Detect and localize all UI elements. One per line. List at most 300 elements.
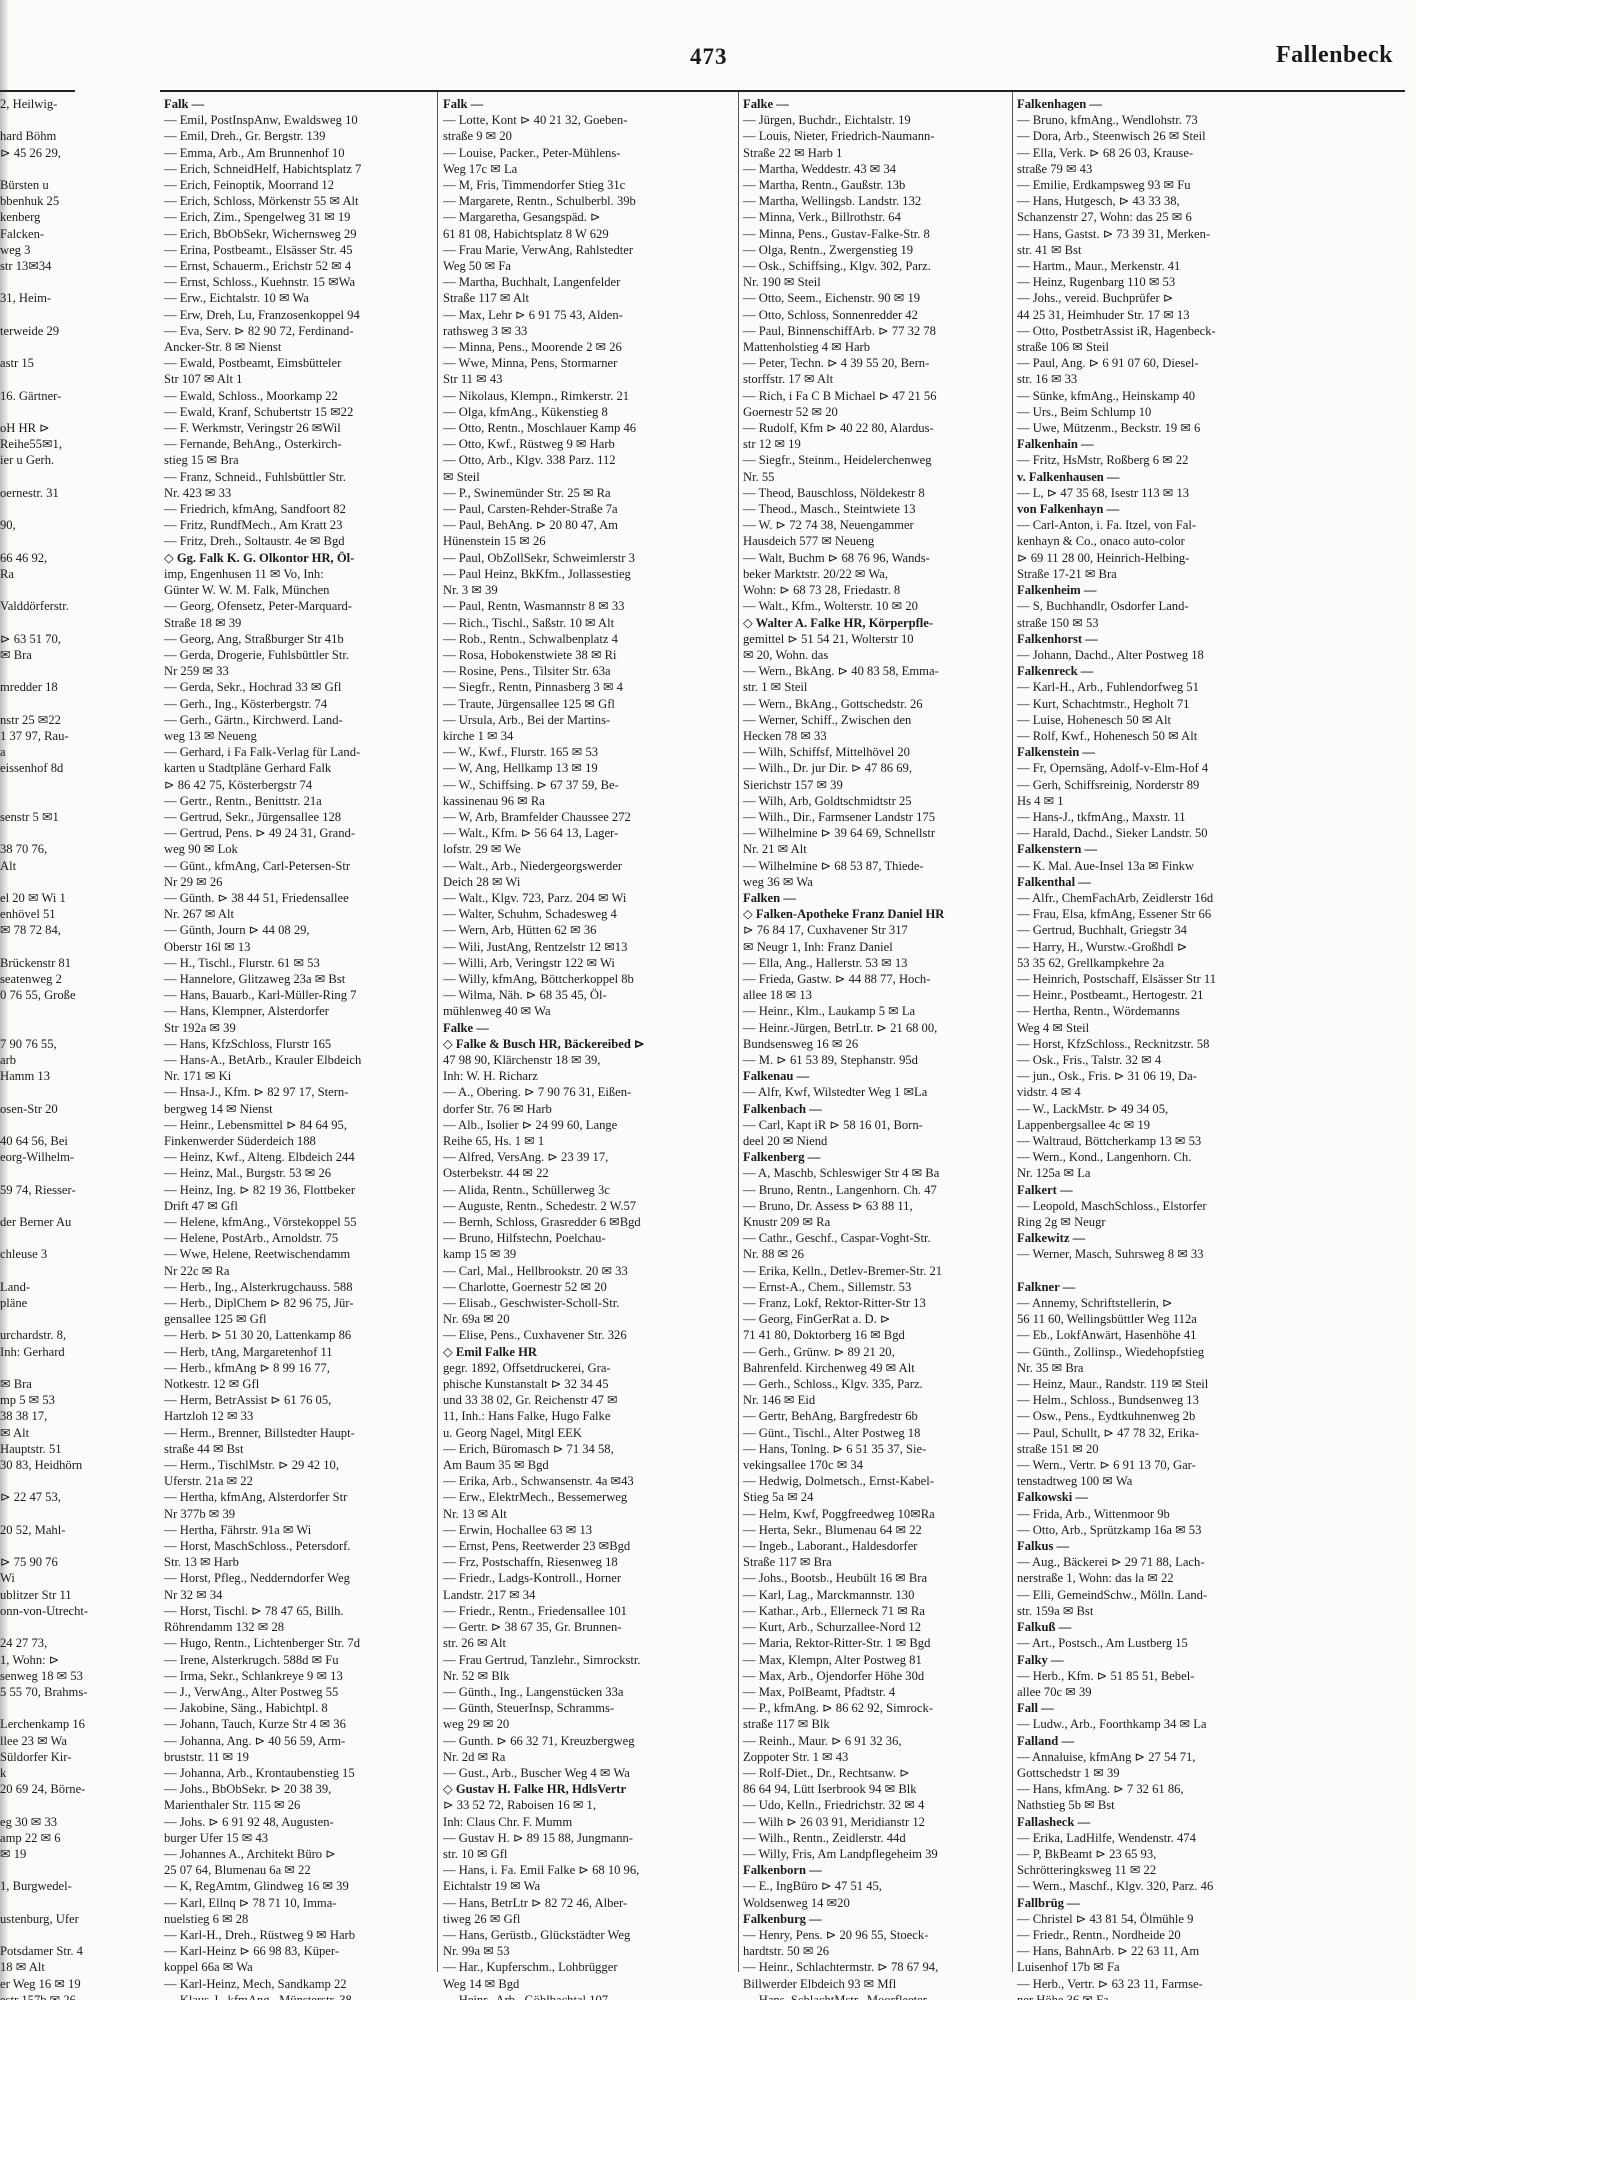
directory-entry-line: senstr 5 ✉1 [0, 809, 59, 824]
directory-entry-line: seatenweg 2 [0, 971, 62, 986]
blank-line [1017, 1263, 1307, 1279]
directory-entry-line: imp, Engenhusen 11 ✉ Vo, Inh: [164, 566, 324, 581]
blank-line [0, 274, 72, 290]
directory-entry-line: Falke — [443, 1020, 489, 1035]
directory-entry-line: Uferstr. 21a ✉ 22 [164, 1474, 253, 1489]
directory-entry-line: — Werner, Masch, Suhrsweg 8 ✉ 33 [1017, 1247, 1204, 1262]
directory-entry-line: — Fritz, HsMstr, Roßberg 6 ✉ 22 [1017, 453, 1189, 468]
directory-entry-line: — Harald, Dachd., Sieker Landstr. 50 [1017, 826, 1208, 841]
directory-entry-line: burger Ufer 15 ✉ 43 [164, 1830, 269, 1845]
directory-entry-line: — Heinr., Lebensmittel ⊳ 84 64 95, [164, 1117, 347, 1132]
directory-entry-line: Falkert — [1017, 1182, 1073, 1197]
directory-entry-line: ⊳ 45 26 29, [0, 145, 61, 160]
directory-entry-line: — Gertrud, Buchhalt, Griegstr 34 [1017, 923, 1187, 938]
directory-entry-line: Fall — [1017, 1701, 1054, 1716]
directory-entry-line: — Johs., BbObSekr. ⊳ 20 38 39, [164, 1782, 332, 1797]
directory-entry-line: Falkner — [1017, 1279, 1076, 1294]
directory-entry-line: — Gertrud, Pens. ⊳ 49 24 31, Grand- [164, 826, 356, 841]
directory-entry-line: Hs 4 ✉ 1 [1017, 793, 1064, 808]
blank-line [0, 1700, 72, 1716]
directory-entry-line: — Wilhelmine ⊳ 39 64 69, Schnellstr [743, 826, 936, 841]
directory-entry-line: ◇ Walter A. Falke HR, Körperpfle- [743, 615, 934, 630]
directory-entry-line: — Wilh., Dir., Farmsener Landstr 175 [743, 809, 935, 824]
directory-entry-line: 7 90 76 55, [0, 1036, 57, 1051]
directory-entry-line: — Walt., Klgv. 723, Parz. 204 ✉ Wi [443, 890, 627, 905]
column-1 [164, 96, 432, 1991]
directory-entry-line: Sierichstr 157 ✉ 39 [743, 777, 843, 792]
directory-entry-line: Str 192a ✉ 39 [164, 1020, 236, 1035]
directory-entry-line: 38 38 17, [0, 1409, 48, 1424]
directory-entry-line: — Horst, KfzSchloss., Recknitzstr. 58 [1017, 1036, 1210, 1051]
directory-entry-line: Land- [0, 1279, 31, 1294]
directory-entry-line: — Hannelore, Glitzaweg 23a ✉ Bst [164, 971, 346, 986]
directory-entry-line: — Frau, Elsa, kfmAng, Essener Str 66 [1017, 907, 1212, 922]
directory-entry-line: Falkenborn — [743, 1863, 822, 1878]
directory-entry-line: — Franz, Schneid., Fuhlsbüttler Str. [164, 469, 346, 484]
directory-entry-line: — Louise, Packer., Peter-Mühlens- [443, 145, 621, 160]
directory-entry-line: — Herm, BetrAssist ⊳ 61 76 05, [164, 1393, 332, 1408]
directory-entry-line: — Kurt, Arb., Schurzallee-Nord 12 [743, 1620, 922, 1635]
directory-entry-line: ✉ 20, Wohn. das [743, 647, 829, 662]
directory-entry-line: er Weg 16 ✉ 19 [0, 1976, 81, 1991]
directory-entry-line: — Alfr., ChemFachArb, Zeidlerstr 16d [1017, 890, 1214, 905]
directory-entry-line: ◇ Gustav H. Falke HR, HdlsVertr [443, 1782, 627, 1797]
directory-entry-line: — Hans, Gerüstb., Glückstädter Weg [443, 1927, 631, 1942]
directory-entry-line: Falk — [164, 97, 205, 111]
directory-entry-line: — Paul, Schullt, ⊳ 47 78 32, Erika- [1017, 1425, 1199, 1440]
directory-entry-line: — Harry, H., Wurstw.-Großhdl ⊳ [1017, 939, 1188, 954]
directory-entry-line: Schrötteringksweg 11 ✉ 22 [1017, 1863, 1157, 1878]
directory-entry-line: 16. Gärtner- [0, 388, 62, 403]
directory-entry-line: — Eva, Serv. ⊳ 82 90 72, Ferdinand- [164, 323, 354, 338]
directory-entry-line: — Alb., Isolier ⊳ 24 99 60, Lange [443, 1117, 618, 1132]
directory-entry-line: — Martha, Weddestr. 43 ✉ 34 [743, 161, 897, 176]
directory-entry-line: phische Kunstanstalt ⊳ 32 34 45 [443, 1377, 609, 1392]
directory-entry-line: — Ewald, Kranf, Schubertstr 15 ✉22 [164, 404, 354, 419]
directory-entry-line: — Martha, Rentn., Gaußstr. 13b [743, 178, 906, 193]
directory-entry-line: karten u Stadtpläne Gerhard Falk [164, 761, 332, 776]
directory-entry-line: — Wili, JustAng, Rentzelstr 12 ✉13 [443, 939, 628, 954]
directory-entry-line: Nr. 3 ✉ 39 [443, 583, 498, 598]
directory-entry-line: — Paul Heinz, BkKfm., Jollassestieg [443, 566, 631, 581]
blank-line [0, 1084, 72, 1100]
directory-entry-line: — Erw., Eichtalstr. 10 ✉ Wa [164, 291, 309, 306]
directory-entry-line: — Frau Marie, VerwAng, Rahlstedter [443, 242, 634, 257]
directory-entry-line: onn-von-Utrecht- [0, 1603, 89, 1618]
directory-entry-line: Falland — [1017, 1733, 1075, 1748]
directory-entry-line: — Uwe, Mützenm., Beckstr. 19 ✉ 6 [1017, 421, 1201, 436]
directory-entry-line: 71 41 80, Doktorberg 16 ✉ Bgd [743, 1328, 905, 1343]
directory-entry-line: straße 79 ✉ 43 [1017, 161, 1093, 176]
directory-entry-line: — S, Buchhandlr, Osdorfer Land- [1017, 599, 1189, 614]
directory-entry-line: und 33 38 02, Gr. Reichenstr 47 ✉ [443, 1393, 618, 1408]
directory-entry-line: — Max, Lehr ⊳ 6 91 75 43, Alden- [443, 307, 623, 322]
directory-entry-line: — Ella, Verk. ⊳ 68 26 03, Krause- [1017, 145, 1194, 160]
directory-entry-line: — Irene, Alsterkrugch. 588d ✉ Fu [164, 1652, 339, 1667]
directory-entry-line: — Erw, Dreh, Lu, Franzosenkoppel 94 [164, 307, 360, 322]
directory-entry-line: — Heinz, Mal., Burgstr. 53 ✉ 26 [164, 1166, 332, 1181]
directory-entry-line: — Max, Klempn, Alter Postweg 81 [743, 1652, 922, 1667]
directory-entry-line: — Reinh., Maur. ⊳ 6 91 32 36, [743, 1733, 902, 1748]
directory-entry-line: — Helm, Kwf, Poggfreedweg 10✉Ra [743, 1506, 935, 1521]
directory-entry-line: — A, Maschb, Schleswiger Str 4 ✉ Ba [743, 1166, 940, 1181]
directory-entry-line: Oberstr 16l ✉ 13 [164, 939, 251, 954]
directory-entry-line: — Karl-Heinz ⊳ 66 98 83, Küper- [164, 1944, 340, 1959]
directory-entry-line: Nathstieg 5b ✉ Bst [1017, 1798, 1115, 1813]
directory-entry-line: 53 35 62, Grellkampkehre 2a [1017, 955, 1165, 970]
directory-entry-line: — Martha, Wellingsb. Landstr. 132 [743, 194, 922, 209]
column-2 [443, 96, 731, 1991]
directory-entry-line: — Henry, Pens. ⊳ 20 96 55, Stoeck- [743, 1927, 929, 1942]
directory-entry-line: — Johanna, Ang. ⊳ 40 56 59, Arm- [164, 1733, 346, 1748]
directory-entry-line: — Wwe, Minna, Pens, Stormarner [443, 356, 618, 371]
directory-entry-line: — Waltraud, Böttcherkamp 13 ✉ 53 [1017, 1134, 1202, 1148]
directory-entry-line: — Annaluise, kfmAng ⊳ 27 54 71, [1017, 1749, 1196, 1764]
directory-entry-line: — Gerh., Grünw. ⊳ 89 21 20, [743, 1344, 895, 1359]
directory-entry-line: — Georg, FinGerRat a. D. ⊳ [743, 1312, 891, 1327]
directory-entry-line: lofstr. 29 ✉ We [443, 842, 521, 857]
directory-entry-line: — Paul, BinnenschiffArb. ⊳ 77 32 78 [743, 323, 936, 338]
directory-entry-line: — Helene, kfmAng., Vörstekoppel 55 [164, 1215, 357, 1230]
directory-entry-line: Nr. 423 ✉ 33 [164, 485, 232, 500]
directory-entry-line: 1, Burgwedel- [0, 1879, 72, 1894]
directory-entry-line: Nr. 99a ✉ 53 [443, 1944, 510, 1959]
directory-entry-line: — E., IngBüro ⊳ 47 51 45, [743, 1879, 882, 1894]
directory-entry-line: — Horst, MaschSchloss., Petersdorf. [164, 1539, 351, 1554]
running-head: Fallenbeck [1276, 42, 1393, 68]
directory-entry-line: Nr 22c ✉ Ra [164, 1263, 230, 1278]
directory-entry-line: — Wern, Arb, Hütten 62 ✉ 36 [443, 923, 597, 938]
directory-entry-line: kenberg [0, 210, 41, 225]
directory-entry-line: — Herb, tAng, Margaretenhof 11 [164, 1344, 333, 1359]
directory-entry-line: Nr 377b ✉ 39 [164, 1506, 236, 1521]
directory-entry-line: 47 98 90, Klärchenstr 18 ✉ 39, [443, 1052, 601, 1067]
blank-line [0, 696, 72, 712]
directory-entry-line: terweide 29 [0, 323, 60, 338]
directory-entry-line: Nr. 69a ✉ 20 [443, 1312, 510, 1327]
blank-line [0, 582, 72, 598]
directory-entry-line: Falcken- [0, 226, 45, 241]
directory-entry-line: — Erw., ElektrMech., Bessemerweg [443, 1490, 628, 1505]
directory-entry-line: — Traute, Jürgensallee 125 ✉ Gfl [443, 696, 615, 711]
directory-entry-line: — Willy, kfmAng, Böttcherkoppel 8b [443, 971, 634, 986]
directory-entry-line: — Bruno, kfmAng., Wendlohstr. 73 [1017, 113, 1198, 128]
directory-entry-line: — Wilh ⊳ 26 03 91, Meridianstr 12 [743, 1814, 925, 1829]
directory-entry-line: — W., Kwf., Flurstr. 165 ✉ 53 [443, 745, 599, 760]
directory-entry-line: — Günth., Zollinsp., Wiedehopfstieg [1017, 1344, 1205, 1359]
directory-entry-line: — Bernh, Schloss, Grasredder 6 ✉Bgd [443, 1215, 641, 1230]
directory-entry-line: Falken — [743, 890, 796, 905]
directory-entry-line: — Erich, Feinoptik, Moorrand 12 [164, 178, 334, 193]
directory-entry-line: ⊳ 33 52 72, Raboisen 16 ✉ 1, [443, 1798, 596, 1813]
directory-entry-line: Ring 2g ✉ Neugr [1017, 1215, 1106, 1230]
directory-entry-line: — Franz, Lokf, Rektor-Ritter-Str 13 [743, 1296, 926, 1311]
directory-entry-line: — Heinz, Maur., Randstr. 119 ✉ Steil [1017, 1377, 1209, 1392]
directory-entry-line: stieg 15 ✉ Bra [164, 453, 239, 468]
directory-entry-line: Weg 14 ✉ Bgd [443, 1976, 520, 1991]
directory-entry-line: — Bruno, Hilfstechn, Poelchau- [443, 1231, 606, 1246]
directory-entry-line: — Herb., Ing., Alsterkrugchauss. 588 [164, 1279, 353, 1294]
directory-entry-line: — Gerh., Ing., Kösterbergstr. 74 [164, 696, 328, 711]
directory-entry-line: k [0, 1765, 7, 1780]
directory-entry-line: — Alfr, Kwf, Wilstedter Weg 1 ✉La [743, 1085, 928, 1100]
directory-entry-line: — W., Schiffsing. ⊳ 67 37 59, Be- [443, 777, 619, 792]
directory-entry-line: — Gerhard, i Fa Falk-Verlag für Land- [164, 745, 361, 760]
directory-entry-line: — Emil, Dreh., Gr. Bergstr. 139 [164, 129, 326, 144]
directory-entry-line: — Horst, Pfleg., Nedderndorfer Weg [164, 1571, 350, 1586]
blank-line [0, 825, 72, 841]
blank-line [0, 1473, 72, 1489]
directory-entry-line: — Heinz, Kwf., Alteng. Elbdeich 244 [164, 1150, 355, 1165]
scan-bottom-margin [0, 2000, 1600, 2177]
directory-entry-line: — Rob., Rentn., Schwalbenplatz 4 [443, 631, 618, 646]
directory-entry-line: — Lotte, Kont ⊳ 40 21 32, Goeben- [443, 113, 628, 128]
directory-entry-line: — Walt., Arb., Niedergeorgswerder [443, 858, 623, 873]
directory-entry-line: — Ernst, Schloss., Kuehnstr. 15 ✉Wa [164, 275, 356, 290]
directory-entry-line: Falkenbach — [743, 1101, 822, 1116]
directory-entry-line: Nr. 267 ✉ Alt [164, 907, 235, 922]
directory-entry-line: ✉ Steil [443, 469, 480, 484]
directory-entry-line: — Hans, Hutgesch, ⊳ 43 33 38, [1017, 194, 1180, 209]
directory-entry-line: — Bruno, Dr. Assess ⊳ 63 88 11, [743, 1198, 913, 1213]
directory-entry-line: — Friedr., Rentn., Friedensallee 101 [443, 1603, 627, 1618]
directory-entry-line: ◇ Falke & Busch HR, Bäckereibed ⊳ [443, 1036, 645, 1051]
directory-entry-line: str 12 ✉ 19 [743, 437, 801, 452]
directory-entry-line: von Falkenhayn — [1017, 502, 1120, 517]
directory-entry-line: deel 20 ✉ Niend [743, 1134, 828, 1148]
directory-entry-line: — W, Ang, Hellkamp 13 ✉ 19 [443, 761, 598, 776]
directory-entry-line: — Hugo, Rentn., Lichtenberger Str. 7d [164, 1636, 360, 1651]
directory-entry-line: Falkenstern — [1017, 842, 1098, 857]
directory-entry-line: Bahrenfeld. Kirchenweg 49 ✉ Alt [743, 1360, 915, 1375]
directory-entry-line: Osterbekstr. 44 ✉ 22 [443, 1166, 549, 1181]
directory-entry-line: 0 76 55, Große [0, 988, 76, 1003]
directory-entry-line: Billwerder Elbdeich 93 ✉ Mfl [743, 1976, 897, 1991]
directory-entry-line: — Karl, Lag., Marckmannstr. 130 [743, 1587, 915, 1602]
directory-entry-line: 18 ✉ Alt [0, 1960, 45, 1975]
directory-entry-line: weg 29 ✉ 20 [443, 1717, 510, 1732]
directory-entry-line: — Ursula, Arb., Bei der Martins- [443, 712, 611, 727]
directory-entry-line: Straße 117 ✉ Alt [443, 291, 529, 306]
directory-entry-line: 44 25 31, Heimhuder Str. 17 ✉ 13 [1017, 307, 1190, 322]
blank-line [0, 1895, 72, 1911]
directory-entry-line: straße 151 ✉ 20 [1017, 1441, 1099, 1456]
directory-entry-line: astr 15 [0, 356, 34, 371]
directory-entry-line: — Hans, BetrLtr ⊳ 82 72 46, Alber- [443, 1895, 628, 1910]
directory-entry-line: — Günth, SteuerInsp, Schramms- [443, 1701, 615, 1716]
directory-entry-line: Finkenwerder Süderdeich 188 [164, 1134, 316, 1148]
directory-entry-line: — Walt., Kfm., Wolterstr. 10 ✉ 20 [743, 599, 918, 614]
directory-entry-line: allee 18 ✉ 13 [743, 988, 812, 1003]
directory-entry-line: — Georg, Ang, Straßburger Str 41b [164, 631, 344, 646]
blank-line [0, 1506, 72, 1522]
directory-entry-line: — Günt., Tischl., Alter Postweg 18 [743, 1425, 921, 1440]
directory-entry-line: Falkenthal — [1017, 874, 1091, 889]
directory-entry-line: Straße 22 ✉ Harb 1 [743, 145, 843, 160]
directory-entry-line: — Annemy, Schriftstellerin, ⊳ [1017, 1296, 1173, 1311]
directory-entry-line: — Frau Gertrud, Tanzlehr., Simrockstr. [443, 1652, 641, 1667]
directory-entry-line: Inh: Claus Chr. F. Mumm [443, 1814, 573, 1829]
directory-entry-line: — Emma, Arb., Am Brunnenhof 10 [164, 145, 345, 160]
directory-entry-line: — Johannes A., Architekt Büro ⊳ [164, 1846, 336, 1861]
directory-entry-line: — Osk., Schiffsing., Klgv. 302, Parz. [743, 259, 931, 274]
directory-entry-line: enhövel 51 [0, 907, 56, 922]
directory-entry-line: — W., LackMstr. ⊳ 49 34 05, [1017, 1101, 1169, 1116]
directory-entry-line: — Helm., Schloss., Bundsenweg 13 [1017, 1393, 1199, 1408]
directory-entry-line: — Erich, Büromasch ⊳ 71 34 58, [443, 1441, 614, 1456]
blank-line [0, 1263, 72, 1279]
directory-entry-line: bruststr. 11 ✉ 19 [164, 1749, 249, 1764]
directory-entry-line: — Leopold, MaschSchloss., Elstorfer [1017, 1198, 1207, 1213]
directory-entry-line: — Wern., BkAng. ⊳ 40 83 58, Emma- [743, 664, 939, 679]
directory-entry-line: Zoppoter Str. 1 ✉ 43 [743, 1749, 849, 1764]
blank-line [0, 1538, 72, 1554]
directory-entry-line: — Werner, Schiff., Zwischen den [743, 712, 912, 727]
directory-entry-line: Falkowski — [1017, 1490, 1089, 1505]
blank-line [0, 161, 72, 177]
directory-entry-line: — Ewald, Postbeamt, Eimsbütteler [164, 356, 342, 371]
directory-entry-line: pläne [0, 1296, 28, 1311]
directory-entry-line: — Paul, ObZollSekr, Schweimlerstr 3 [443, 550, 635, 565]
directory-entry-line: — Otto, Kwf., Rüstweg 9 ✉ Harb [443, 437, 615, 452]
directory-entry-line: Ancker-Str. 8 ✉ Nienst [164, 340, 282, 355]
directory-entry-line: — Wern., Kond., Langenhorn. Ch. [1017, 1150, 1192, 1165]
directory-entry-line: — Sünke, kfmAng., Heinskamp 40 [1017, 388, 1196, 403]
directory-entry-line: Günter W. W. M. Falk, München [164, 583, 330, 598]
directory-entry-line: mühlenweg 40 ✉ Wa [443, 1004, 551, 1019]
directory-entry-line: — Ernst-A., Chem., Sillemstr. 53 [743, 1279, 912, 1294]
blank-line [0, 1927, 72, 1943]
directory-entry-line: — Ernst, Pens, Reetwerder 23 ✉Bgd [443, 1539, 631, 1554]
directory-entry-line: Inh: W. H. Richarz [443, 1069, 538, 1084]
directory-entry-line: — Ewald, Schloss., Moorkamp 22 [164, 388, 338, 403]
directory-entry-line: — Art., Postsch., Am Lustberg 15 [1017, 1636, 1188, 1651]
directory-entry-line: Mattenholstieg 4 ✉ Harb [743, 340, 871, 355]
header-rule-left [0, 90, 75, 92]
directory-entry-line: Valddörferstr. [0, 599, 69, 614]
directory-entry-line: Landstr. 217 ✉ 34 [443, 1587, 536, 1602]
directory-entry-line: Reihe55✉1, [0, 437, 62, 452]
directory-entry-line: weg 90 ✉ Lok [164, 842, 238, 857]
directory-entry-line: — Hnsa-J., Kfm. ⊳ 82 97 17, Stern- [164, 1085, 349, 1100]
header-rule [160, 90, 1405, 92]
directory-entry-line: ublitzer Str 11 [0, 1587, 72, 1602]
directory-entry-line: Nr 29 ✉ 26 [164, 874, 223, 889]
directory-entry-line: — Elise, Pens., Cuxhavener Str. 326 [443, 1328, 627, 1343]
directory-entry-line: — W, Arb, Bramfelder Chaussee 272 [443, 809, 631, 824]
directory-entry-line: — Rosine, Pens., Tilsiter Str. 63a [443, 664, 611, 679]
directory-entry-line: — Hans, Tonlng. ⊳ 6 51 35 37, Sie- [743, 1441, 927, 1456]
directory-entry-line: Falkenheim — [1017, 583, 1097, 598]
directory-entry-line: weg 13 ✉ Neueng [164, 728, 257, 743]
directory-entry-line: — Otto, Rentn., Moschlauer Kamp 46 [443, 421, 637, 436]
directory-entry-line: — Gunth. ⊳ 66 32 71, Kreuzbergweg [443, 1733, 635, 1748]
directory-entry-line: 61 81 08, Habichtsplatz 8 W 629 [443, 226, 609, 241]
blank-line [0, 1230, 72, 1246]
directory-entry-line: — Gerda, Sekr., Hochrad 33 ✉ Gfl [164, 680, 342, 695]
directory-entry-line: — H., Tischl., Flurstr. 61 ✉ 53 [164, 955, 320, 970]
directory-entry-line: urchardstr. 8, [0, 1328, 67, 1343]
directory-entry-line: Nr. 13 ✉ Alt [443, 1506, 507, 1521]
directory-entry-line: — F. Werkmstr, Veringstr 26 ✉Wil [164, 421, 341, 436]
directory-entry-line: ⊳ 22 47 53, [0, 1490, 61, 1505]
blank-line [0, 1862, 72, 1878]
directory-entry-line: — Siegfr., Steinm., Heidelerchenweg [743, 453, 932, 468]
directory-entry-line: — Hertha, Fährstr. 91a ✉ Wi [164, 1522, 312, 1537]
directory-entry-line: — Martha, Buchhalt, Langenfelder [443, 275, 621, 290]
directory-entry-line: 90, [0, 518, 16, 533]
directory-entry-line: Fallasheck — [1017, 1814, 1091, 1829]
directory-entry-line: 1, Wohn: ⊳ [0, 1652, 60, 1667]
directory-entry-line: str. 10 ✉ Gfl [443, 1846, 508, 1861]
directory-entry-line: 38 70 76, [0, 842, 48, 857]
directory-entry-line: Marienthaler Str. 115 ✉ 26 [164, 1798, 301, 1813]
directory-entry-line: — Rosa, Hobokenstwiete 38 ✉ Ri [443, 647, 617, 662]
directory-entry-line: — Jakobine, Säng., Habichtpl. 8 [164, 1701, 328, 1716]
directory-entry-line: — Hans, i. Fa. Emil Falke ⊳ 68 10 96, [443, 1863, 640, 1878]
directory-entry-line: — Urs., Beim Schlump 10 [1017, 404, 1152, 419]
directory-entry-line: Nr. 35 ✉ Bra [1017, 1360, 1084, 1375]
directory-entry-line: — Hans-J., tkfmAng., Maxstr. 11 [1017, 809, 1186, 824]
directory-entry-line: Weg 4 ✉ Steil [1017, 1020, 1090, 1035]
directory-entry-line: — Johann, Tauch, Kurze Str 4 ✉ 36 [164, 1717, 346, 1732]
directory-entry-line: — Herb. ⊳ 51 30 20, Lattenkamp 86 [164, 1328, 352, 1343]
directory-entry-line: — Heinr., Schlachtermstr. ⊳ 78 67 94, [743, 1960, 939, 1975]
directory-entry-line: — Erich, SchneidHelf, Habichtsplatz 7 [164, 161, 362, 176]
directory-entry-line: — Osk., Fris., Talstr. 32 ✉ 4 [1017, 1052, 1162, 1067]
directory-entry-line: — Rudolf, Kfm ⊳ 40 22 80, Alardus- [743, 421, 934, 436]
directory-entry-line: ⊳ 86 42 75, Kösterbergstr 74 [164, 777, 313, 792]
directory-entry-line: — Wilh, Schiffsf, Mittelhövel 20 [743, 745, 910, 760]
directory-entry-line: llee 23 ✉ Wa [0, 1733, 68, 1748]
directory-entry-line: — L, ⊳ 47 35 68, Isestr 113 ✉ 13 [1017, 485, 1190, 500]
directory-entry-line: weg 3 [0, 242, 31, 257]
directory-entry-line: — Wern., Vertr. ⊳ 6 91 13 70, Gar- [1017, 1458, 1196, 1473]
directory-entry-line: — Dora, Arb., Steenwisch 26 ✉ Steil [1017, 129, 1206, 144]
directory-entry-line: — Ella, Ang., Hallerstr. 53 ✉ 13 [743, 955, 908, 970]
directory-entry-line: — Horst, Tischl. ⊳ 78 47 65, Billh. [164, 1603, 344, 1618]
directory-entry-line: straße 106 ✉ Steil [1017, 340, 1110, 355]
directory-entry-line: — Herb., Vertr. ⊳ 63 23 11, Farmse- [1017, 1976, 1203, 1991]
directory-entry-line: — Johanna, Arb., Krontaubenstieg 15 [164, 1765, 355, 1780]
directory-entry-line: el 20 ✉ Wi 1 [0, 890, 66, 905]
blank-line [0, 793, 72, 809]
directory-entry-line: — Otto, Arb., Sprützkamp 16a ✉ 53 [1017, 1522, 1202, 1537]
directory-entry-line: — Fritz, RundfMech., Am Kratt 23 [164, 518, 343, 533]
directory-entry-line: senweg 18 ✉ 53 [0, 1668, 83, 1683]
directory-entry-line: — Emilie, Erdkampsweg 93 ✉ Fu [1017, 178, 1191, 193]
directory-entry-line: Goernestr 52 ✉ 20 [743, 404, 838, 419]
blank-line [0, 1797, 72, 1813]
directory-entry-line: — Wilma, Näh. ⊳ 68 35 45, Öl- [443, 988, 607, 1003]
directory-entry-line: — Johann, Dachd., Alter Postweg 18 [1017, 647, 1204, 662]
directory-entry-line: — Erika, Kelln., Detlev-Bremer-Str. 21 [743, 1263, 943, 1278]
directory-entry-line: kirche 1 ✉ 34 [443, 728, 514, 743]
directory-entry-line: 1 37 97, Rau- [0, 728, 69, 743]
directory-entry-line: — Hans, KfzSchloss, Flurstr 165 [164, 1036, 332, 1051]
directory-entry-line: — Johs. ⊳ 6 91 92 48, Augusten- [164, 1814, 334, 1829]
directory-entry-line: — Wwe, Helene, Reetwischendamm [164, 1247, 351, 1262]
directory-entry-line: — Paul, Rentn, Wasmannstr 8 ✉ 33 [443, 599, 625, 614]
directory-entry-line: — Hans-A., BetArb., Krauler Elbdeich [164, 1052, 362, 1067]
directory-entry-line: — Heinr.-Jürgen, BetrLtr. ⊳ 21 68 00, [743, 1020, 938, 1035]
blank-line [0, 1003, 72, 1019]
directory-entry-line: — Günt., kfmAng, Carl-Petersen-Str [164, 858, 351, 873]
directory-entry-line: a [0, 745, 6, 760]
directory-entry-line: Knustr 209 ✉ Ra [743, 1215, 831, 1230]
directory-entry-line: Nr. 52 ✉ Blk [443, 1668, 510, 1683]
directory-entry-line: eorg-Wilhelm- [0, 1150, 75, 1165]
